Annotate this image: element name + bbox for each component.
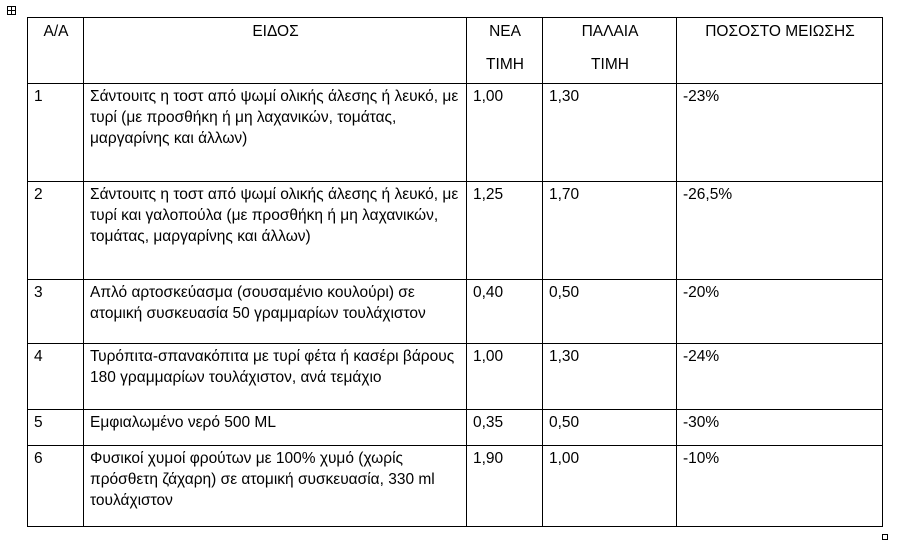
- cell-item: Τυρόπιτα-σπανακόπιτα με τυρί φέτα ή κασέρι βάρους 180 γραμμαρίων τουλάχιστον, ανά τεμάχιο: [84, 344, 467, 410]
- header-item: ΕΙΔΟΣ: [84, 18, 467, 84]
- table-resize-handle-icon[interactable]: [882, 534, 888, 540]
- cell-reduction: -26,5%: [677, 182, 883, 280]
- cell-old-price: 1,30: [543, 344, 677, 410]
- cell-aa: 5: [28, 410, 84, 446]
- cell-aa: 4: [28, 344, 84, 410]
- cell-aa: 1: [28, 84, 84, 182]
- cell-item: Εμφιαλωμένο νερό 500 ML: [84, 410, 467, 446]
- cell-new-price: 0,35: [467, 410, 543, 446]
- cell-new-price: 1,90: [467, 446, 543, 527]
- table-row: [28, 84, 883, 182]
- cell-reduction: -24%: [677, 344, 883, 410]
- cell-new-price: 1,25: [467, 182, 543, 280]
- header-old-price: ΠΑΛΑΙΑ ΤΙΜΗ: [543, 18, 677, 84]
- cell-aa: 2: [28, 182, 84, 280]
- table-header-row: [28, 18, 883, 84]
- cell-new-price: 0,40: [467, 280, 543, 344]
- cell-item: Σάντουιτς η τοστ από ψωμί ολικής άλεσης ή λευκό, με τυρί (με προσθήκη ή μη λαχανικών, τομάτας, μαργαρίνης και άλλων): [84, 84, 467, 182]
- cell-item: Σάντουιτς η τοστ από ψωμί ολικής άλεσης ή λευκό, με τυρί και γαλοπούλα (με προσθήκη ή μη λαχανικών, τομάτας, μαργαρίνης και άλλων): [84, 182, 467, 280]
- price-table: [27, 17, 883, 527]
- table-row: [28, 182, 883, 280]
- header-new-price: ΝΕΑ ΤΙΜΗ: [467, 18, 543, 84]
- table-row: [28, 344, 883, 410]
- table-row: [28, 280, 883, 344]
- cell-aa: 6: [28, 446, 84, 527]
- cell-item: Φυσικοί χυμοί φρούτων με 100% χυμό (χωρίς πρόσθετη ζάχαρη) σε ατομική συσκευασία, 330 ml τουλάχιστον: [84, 446, 467, 527]
- cell-old-price: 1,00: [543, 446, 677, 527]
- cell-reduction: -23%: [677, 84, 883, 182]
- table-move-handle-icon[interactable]: [7, 6, 16, 15]
- header-aa: Α/Α: [28, 18, 84, 84]
- cell-item: Απλό αρτοσκεύασμα (σουσαμένιο κουλούρι) σε ατομική συσκευασία 50 γραμμαρίων τουλάχιστον: [84, 280, 467, 344]
- cell-old-price: 1,70: [543, 182, 677, 280]
- cell-new-price: 1,00: [467, 344, 543, 410]
- cell-reduction: -30%: [677, 410, 883, 446]
- cell-aa: 3: [28, 280, 84, 344]
- cell-reduction: -10%: [677, 446, 883, 527]
- cell-old-price: 0,50: [543, 410, 677, 446]
- table-row: [28, 446, 883, 527]
- cell-reduction: -20%: [677, 280, 883, 344]
- cell-new-price: 1,00: [467, 84, 543, 182]
- table-row: [28, 410, 883, 446]
- cell-old-price: 1,30: [543, 84, 677, 182]
- header-reduction: ΠΟΣΟΣΤΟ ΜΕΙΩΣΗΣ: [677, 18, 883, 84]
- cell-old-price: 0,50: [543, 280, 677, 344]
